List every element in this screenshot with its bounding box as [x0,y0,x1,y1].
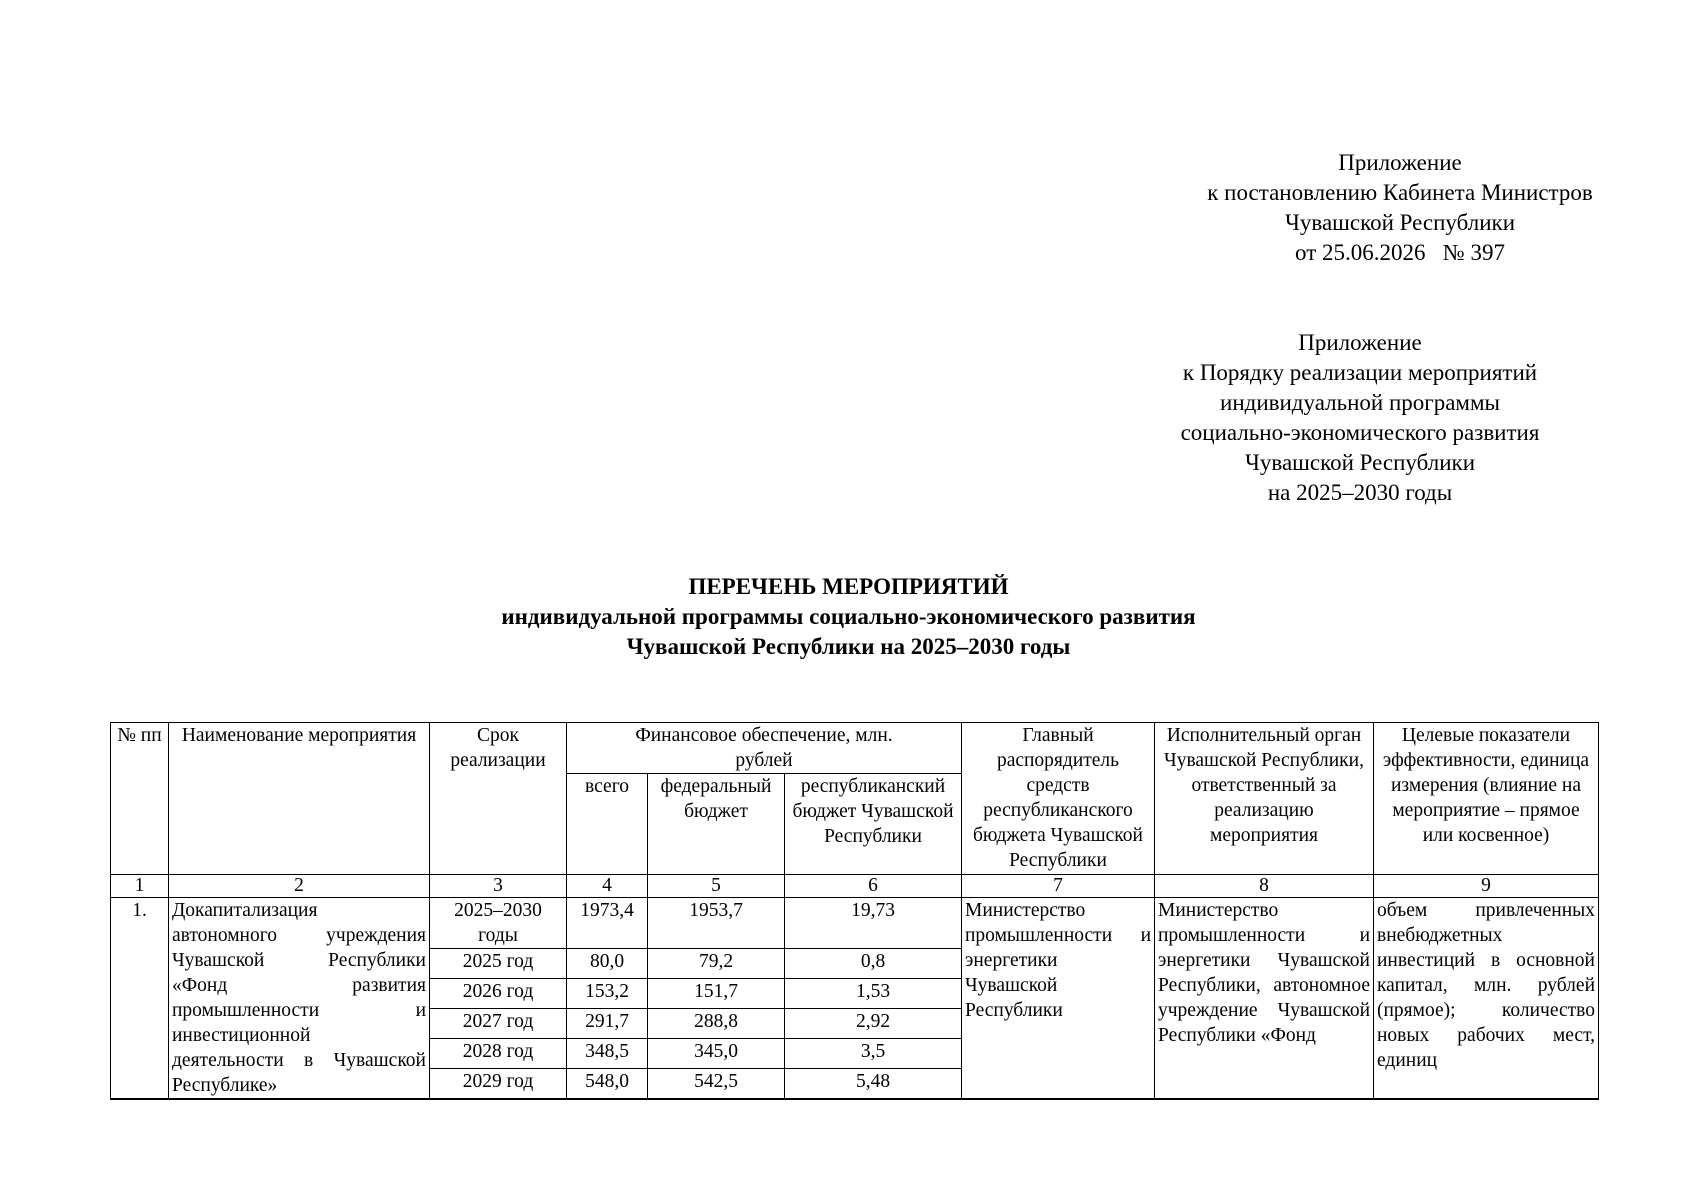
row-total: 80,0 [567,949,648,979]
row-indicators: объем привлеченных внебюджетных инвестиций в основной капитал, млн. рублей (прямое); количество новых рабочих мест, единиц [1374,898,1599,1100]
header-finance: Финансовое обеспечение, млн. рублей [567,723,962,774]
header-federal: федеральный бюджет [648,774,785,875]
table-row [111,898,1599,949]
appendix-line: от 25.06.2026 № 397 [1295,240,1505,265]
title-line-2: индивидуальной программы социально-экономического развития [501,604,1196,629]
row-period: 2028 год [430,1038,567,1068]
row-republic: 5,48 [785,1068,962,1099]
header-name: Наименование мероприятия [169,723,430,875]
appendix-line: социально-экономического развития [1180,420,1540,445]
appendix-cabinet-resolution [1100,148,1697,268]
row-republic: 1,53 [785,978,962,1008]
column-number: 9 [1374,875,1599,898]
title-line-3: Чувашской Республики на 2025–2030 годы [626,634,1071,659]
appendix-line: индивидуальной программы [1220,390,1500,415]
row-manager: Министерство промышленности и энергетики Чувашской Республики [962,898,1155,1100]
appendix-line: Приложение [1338,150,1462,175]
row-executor: Министерство промышленности и энергетики Чувашской Республики, автономное учреждение Чувашской Республики «Фонд [1155,898,1374,1100]
header-indicators: Целевые показатели эффективности, единица измерения (влияние на мероприятие – прямое или косвенное) [1374,723,1599,875]
appendix-line: Чувашской Республики [1244,450,1476,475]
column-number: 7 [962,875,1155,898]
row-republic: 0,8 [785,949,962,979]
row-total: 291,7 [567,1008,648,1038]
column-number: 3 [430,875,567,898]
row-federal: 151,7 [648,978,785,1008]
column-number: 5 [648,875,785,898]
title-line-1: ПЕРЕЧЕНЬ МЕРОПРИЯТИЙ [688,574,1009,599]
row-period: 2029 год [430,1068,567,1099]
column-number: 4 [567,875,648,898]
row-period: 2027 год [430,1008,567,1038]
measures-table [110,722,1599,1100]
row-federal: 288,8 [648,1008,785,1038]
column-number: 6 [785,875,962,898]
header-number: № пп [111,723,169,875]
row-period: 2025–2030 годы [430,898,567,949]
row-number: 1. [111,898,169,1100]
appendix-line: к постановлению Кабинета Министров [1207,180,1593,205]
header-executor: Исполнительный орган Чувашской Республики, ответственный за реализацию мероприятия [1155,723,1374,875]
row-period: 2025 год [430,949,567,979]
row-federal: 79,2 [648,949,785,979]
header-period: Срок реализации [430,723,567,875]
row-total: 153,2 [567,978,648,1008]
row-republic: 3,5 [785,1038,962,1068]
row-republic: 2,92 [785,1008,962,1038]
document-title [0,572,1697,662]
appendix-order [1060,328,1660,508]
appendix-line: на 2025–2030 годы [1267,480,1453,505]
row-federal: 345,0 [648,1038,785,1068]
row-republic: 19,73 [785,898,962,949]
header-total: всего [567,774,648,875]
row-federal: 1953,7 [648,898,785,949]
row-total: 348,5 [567,1038,648,1068]
column-number: 8 [1155,875,1374,898]
column-number: 1 [111,875,169,898]
row-name: Докапитализация автономного учреждения Чувашской Республики «Фонд развития промышленности и инвестиционной деятельности в Чувашской Республике» [169,898,430,1100]
row-period: 2026 год [430,978,567,1008]
appendix-line: Приложение [1298,330,1422,355]
row-total: 548,0 [567,1068,648,1099]
header-manager: Главный распорядитель средств республиканского бюджета Чувашской Республики [962,723,1155,875]
appendix-line: Чувашской Республики [1284,210,1516,235]
column-number: 2 [169,875,430,898]
appendix-line: к Порядку реализации мероприятий [1182,360,1538,385]
header-republic: республиканский бюджет Чувашской Республики [785,774,962,875]
row-federal: 542,5 [648,1068,785,1099]
row-total: 1973,4 [567,898,648,949]
